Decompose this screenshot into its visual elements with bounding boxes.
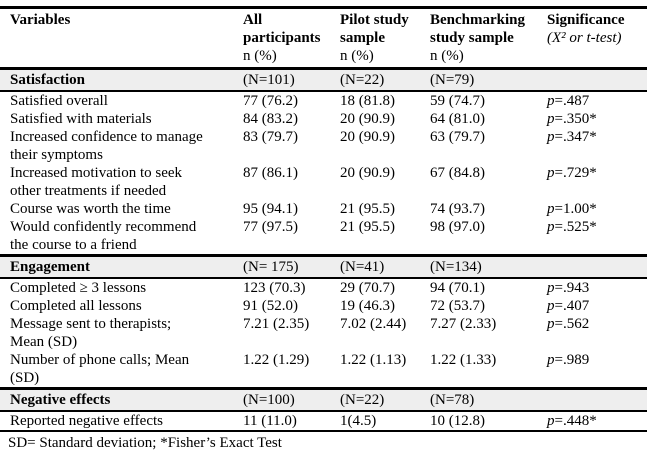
col-header-variables xyxy=(0,8,243,69)
table-row xyxy=(0,411,647,431)
table-header xyxy=(0,8,647,69)
row-label: Satisfied overall xyxy=(10,93,108,109)
section-count: (N=22) xyxy=(340,72,385,88)
section-row xyxy=(0,256,647,279)
col-header-title: Pilot study sample xyxy=(340,12,409,46)
row-value: 1.22 (1.33) xyxy=(430,352,497,368)
col-header-title: Variables xyxy=(10,12,71,28)
table-row xyxy=(0,164,647,200)
row-label: Completed ≥ 3 lessons xyxy=(10,280,147,296)
section-count: (N=100) xyxy=(243,392,295,408)
row-value: 64 (81.0) xyxy=(430,111,485,127)
p-symbol: p xyxy=(547,352,555,368)
section-name: Engagement xyxy=(10,259,90,275)
col-header-sub: n (%) xyxy=(430,48,464,64)
col-header-sub: (X² or t-test) xyxy=(547,30,622,46)
table-row xyxy=(0,351,647,389)
row-value: 1.22 (1.29) xyxy=(243,352,310,368)
row-value: 29 (70.7) xyxy=(340,280,395,296)
p-symbol: p xyxy=(547,93,555,109)
table-row xyxy=(0,110,647,128)
row-label: Course was worth the time xyxy=(10,201,171,217)
section-sig-empty xyxy=(547,256,647,279)
col-header-significance xyxy=(547,8,647,69)
row-value: 84 (83.2) xyxy=(243,111,298,127)
row-value: 98 (97.0) xyxy=(430,219,485,235)
col-header-benchmarking-sample xyxy=(430,8,547,69)
row-value: 72 (53.7) xyxy=(430,298,485,314)
row-label: Would confidently recommend the course to a friend xyxy=(10,219,197,253)
table-row xyxy=(0,200,647,218)
section-count: (N=134) xyxy=(430,259,482,275)
row-value: 19 (46.3) xyxy=(340,298,395,314)
section-row xyxy=(0,69,647,92)
header-row xyxy=(0,8,647,69)
table-row xyxy=(0,91,647,110)
section-name: Negative effects xyxy=(10,392,111,408)
section-count: (N= 175) xyxy=(243,259,299,275)
col-header-sub: n (%) xyxy=(243,48,277,64)
table-row xyxy=(0,315,647,351)
row-value: 1.22 (1.13) xyxy=(340,352,407,368)
row-significance: p=.487 xyxy=(547,93,590,109)
row-significance: p=.562 xyxy=(547,316,590,332)
col-header-title: Benchmarking study sample xyxy=(430,12,526,46)
row-value: 20 (90.9) xyxy=(340,129,395,145)
p-symbol: p xyxy=(547,413,555,429)
row-value: 18 (81.8) xyxy=(340,93,395,109)
row-value: 20 (90.9) xyxy=(340,165,395,181)
section-count: (N=101) xyxy=(243,72,295,88)
row-label: Number of phone calls; Mean (SD) xyxy=(10,352,190,386)
section-row xyxy=(0,389,647,412)
row-value: 7.21 (2.35) xyxy=(243,316,310,332)
row-significance: p=.989 xyxy=(547,352,590,368)
row-value: 123 (70.3) xyxy=(243,280,306,296)
row-value: 7.27 (2.33) xyxy=(430,316,497,332)
row-value: 59 (74.7) xyxy=(430,93,485,109)
row-value: 1(4.5) xyxy=(340,413,377,429)
row-value: 77 (97.5) xyxy=(243,219,298,235)
row-significance: p=.729* xyxy=(547,165,597,181)
row-value: 67 (84.8) xyxy=(430,165,485,181)
p-symbol: p xyxy=(547,129,555,145)
row-significance: p=.407 xyxy=(547,298,590,314)
row-value: 77 (76.2) xyxy=(243,93,298,109)
row-significance: p=.448* xyxy=(547,413,597,429)
col-header-title: All participants xyxy=(243,12,321,46)
p-symbol: p xyxy=(547,316,555,332)
results-table xyxy=(0,6,647,432)
row-label: Reported negative effects xyxy=(10,413,163,429)
row-value: 20 (90.9) xyxy=(340,111,395,127)
row-value: 91 (52.0) xyxy=(243,298,298,314)
table-row xyxy=(0,278,647,297)
section-count: (N=78) xyxy=(430,392,475,408)
p-symbol: p xyxy=(547,165,555,181)
row-significance: p=1.00* xyxy=(547,201,597,217)
section-sig-empty xyxy=(547,69,647,92)
row-value: 94 (70.1) xyxy=(430,280,485,296)
table-row xyxy=(0,218,647,256)
col-header-all-participants xyxy=(243,8,340,69)
row-significance: p=.347* xyxy=(547,129,597,145)
row-label: Completed all lessons xyxy=(10,298,142,314)
col-header-title: Significance xyxy=(547,12,625,28)
section-name: Satisfaction xyxy=(10,72,85,88)
table-footnote: SD= Standard deviation; *Fisher’s Exact Test xyxy=(8,435,282,451)
section-count: (N=79) xyxy=(430,72,475,88)
table-row xyxy=(0,128,647,164)
table-body xyxy=(0,69,647,432)
p-symbol: p xyxy=(547,298,555,314)
row-label: Increased confidence to manage their symptoms xyxy=(10,129,203,163)
row-value: 21 (95.5) xyxy=(340,201,395,217)
p-symbol: p xyxy=(547,280,555,296)
row-label: Increased motivation to seek other treatments if needed xyxy=(10,165,183,199)
row-value: 11 (11.0) xyxy=(243,413,297,429)
row-value: 10 (12.8) xyxy=(430,413,485,429)
row-value: 7.02 (2.44) xyxy=(340,316,407,332)
section-sig-empty xyxy=(547,389,647,412)
section-count: (N=22) xyxy=(340,392,385,408)
row-label: Message sent to therapists; Mean (SD) xyxy=(10,316,172,350)
col-header-sub: n (%) xyxy=(340,48,374,64)
row-value: 74 (93.7) xyxy=(430,201,485,217)
row-value: 63 (79.7) xyxy=(430,129,485,145)
p-symbol: p xyxy=(547,111,555,127)
p-symbol: p xyxy=(547,201,555,217)
row-significance: p=.350* xyxy=(547,111,597,127)
table-row xyxy=(0,297,647,315)
row-value: 21 (95.5) xyxy=(340,219,395,235)
p-symbol: p xyxy=(547,219,555,235)
row-value: 83 (79.7) xyxy=(243,129,298,145)
row-value: 87 (86.1) xyxy=(243,165,298,181)
row-value: 95 (94.1) xyxy=(243,201,298,217)
col-header-pilot-sample xyxy=(340,8,430,69)
row-significance: p=.943 xyxy=(547,280,590,296)
row-significance: p=.525* xyxy=(547,219,597,235)
row-label: Satisfied with materials xyxy=(10,111,152,127)
section-count: (N=41) xyxy=(340,259,385,275)
